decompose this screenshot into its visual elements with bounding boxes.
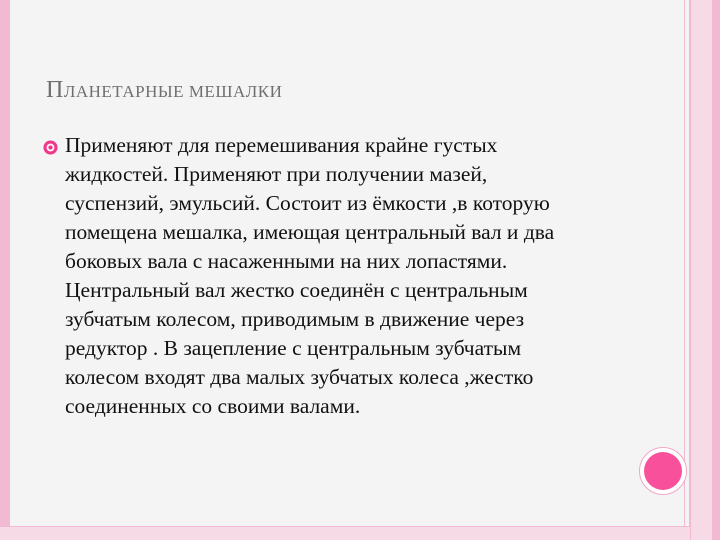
pink-circle-bullet-icon [43,140,58,155]
bottom-strip-decoration [0,526,690,540]
decorative-circle-icon [644,452,682,490]
paragraph-line: Применяют для перемешивания крайне густых [65,133,498,157]
right-border-line [712,0,720,540]
slide-title [46,77,282,104]
paragraph-line: Центральный вал жестко соединён с центральным [65,278,528,302]
slide-title-rest: ЛАНЕТАРНЫЕ МЕШАЛКИ [63,82,283,101]
paragraph-line: редуктор . В зацепление с центральным зубчатым [65,336,522,360]
right-border-line [689,0,691,540]
paragraph-line: зубчатым колесом, приводимым в движение через [65,307,525,331]
paragraph-line: колесом входят два малых зубчатых колеса ,жестко [65,365,534,389]
paragraph-line: жидкостей. Применяют при получении мазей, [65,162,488,186]
bullet-paragraph [65,131,635,421]
paragraph-line: помещена мешалка, имеющая центральный вал и два [65,220,555,244]
left-border-decoration [0,0,10,540]
bottom-border-line [0,526,690,527]
paragraph-line: соединенных со своими валами. [65,394,361,418]
slide-title-first-letter: П [46,77,64,103]
paragraph-line: суспензий, эмульсий. Состоит из ёмкости ,в которую [65,191,550,215]
paragraph-line: боковых вала с насаженными на них лопастями. [65,249,508,273]
